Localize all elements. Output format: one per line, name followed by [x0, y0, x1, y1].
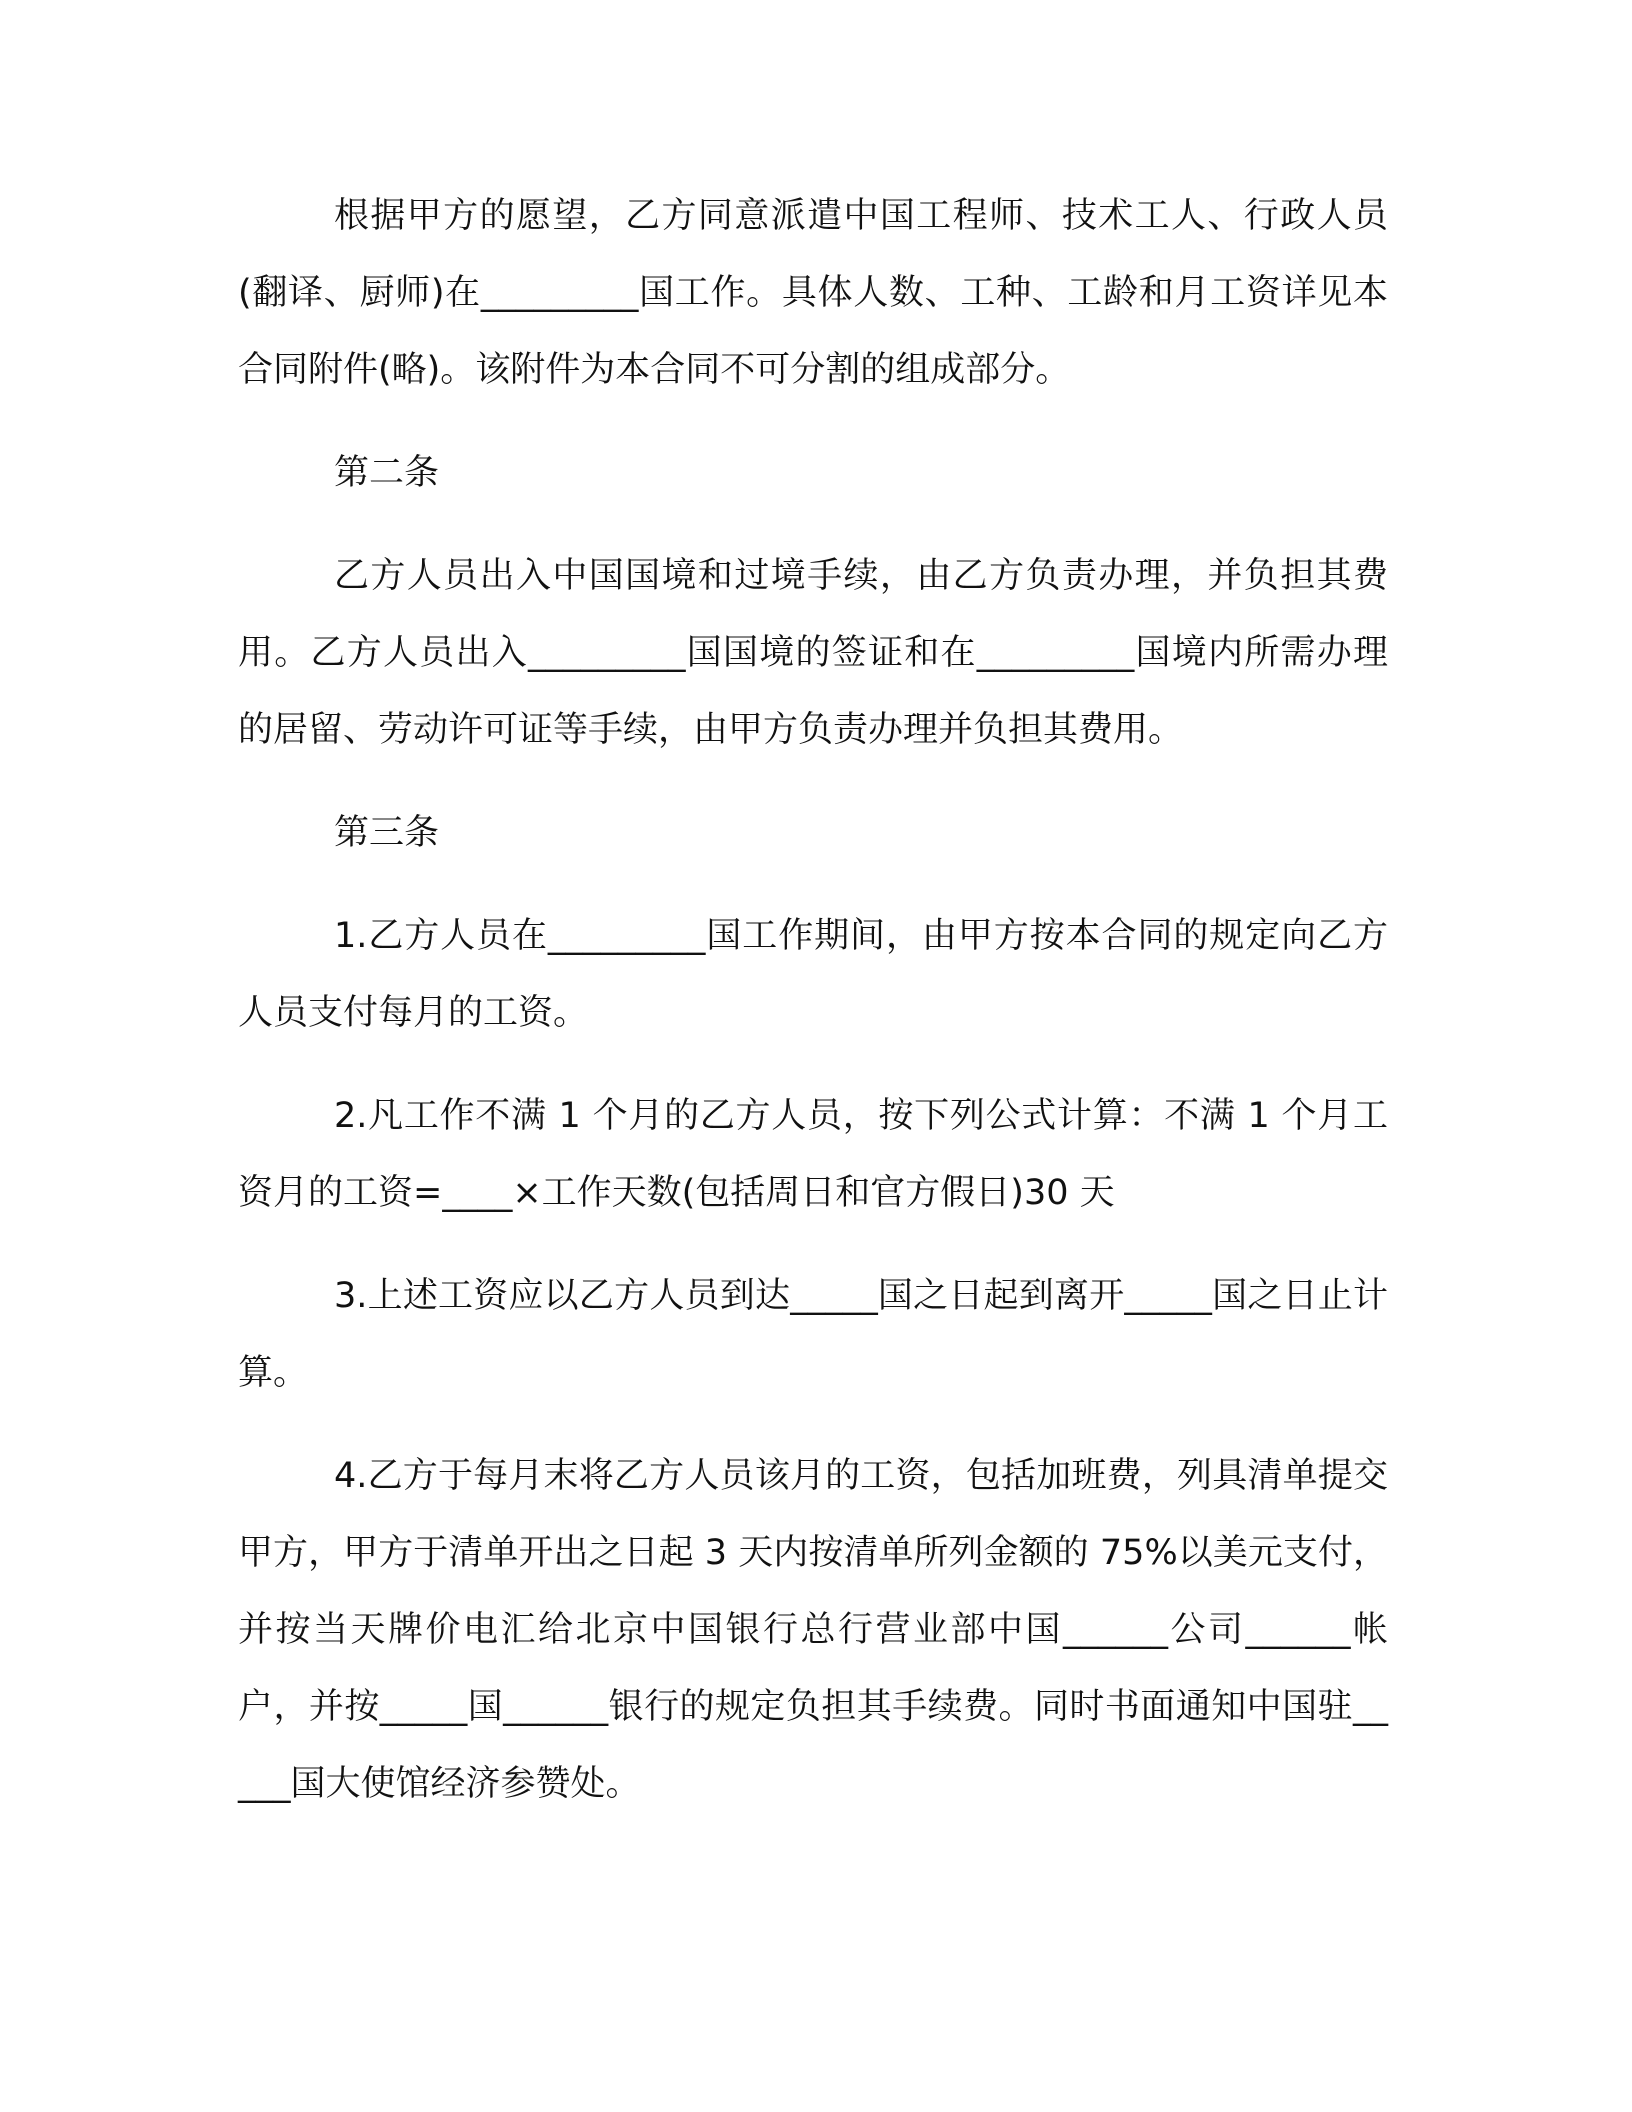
paragraph-gap: [238, 1052, 1388, 1078]
document-body: [238, 178, 1388, 1823]
paragraph-gap: [238, 1232, 1388, 1258]
clause-4-paragraph: 4.乙方于每月末将乙方人员该月的工资，包括加班费，列具清单提交甲方，甲方于清单开出之日起 3 天内按清单所列金额的 75%以美元支付，并按当天牌价电汇给北京中国银行总行营业部中国______公司______帐户，并按_____国______银行的规定负担其手续费。同时书面通知中国驻_____国大使馆经济参赞处。: [238, 1456, 1388, 1804]
clause-2-paragraph: 2.凡工作不满 1 个月的乙方人员，按下列公式计算：不满 1 个月工资月的工资=____×工作天数(包括周日和官方假日)30 天: [238, 1096, 1388, 1213]
article-3-heading: 第三条: [334, 813, 440, 853]
article-2-heading: 第二条: [334, 453, 440, 493]
paragraph-gap: [238, 409, 1388, 435]
paragraph-gap: [238, 512, 1388, 538]
paragraph-gap: [238, 872, 1388, 898]
clause-3-paragraph: 3.上述工资应以乙方人员到达_____国之日起到离开_____国之日止计算。: [238, 1276, 1388, 1393]
paragraph-gap: [238, 769, 1388, 795]
article-2-paragraph: 乙方人员出入中国国境和过境手续，由乙方负责办理，并负担其费用。乙方人员出入_________国国境的签证和在_________国境内所需办理的居留、劳动许可证等手续，由甲方负责办理并负担其费用。: [238, 556, 1388, 750]
clause-1-paragraph: 1.乙方人员在_________国工作期间，由甲方按本合同的规定向乙方人员支付每月的工资。: [238, 916, 1388, 1033]
paragraph-intro: 根据甲方的愿望，乙方同意派遣中国工程师、技术工人、行政人员(翻译、厨师)在_________国工作。具体人数、工种、工龄和月工资详见本合同附件(略)。该附件为本合同不可分割的组成部分。: [238, 196, 1388, 390]
paragraph-gap: [238, 1412, 1388, 1438]
